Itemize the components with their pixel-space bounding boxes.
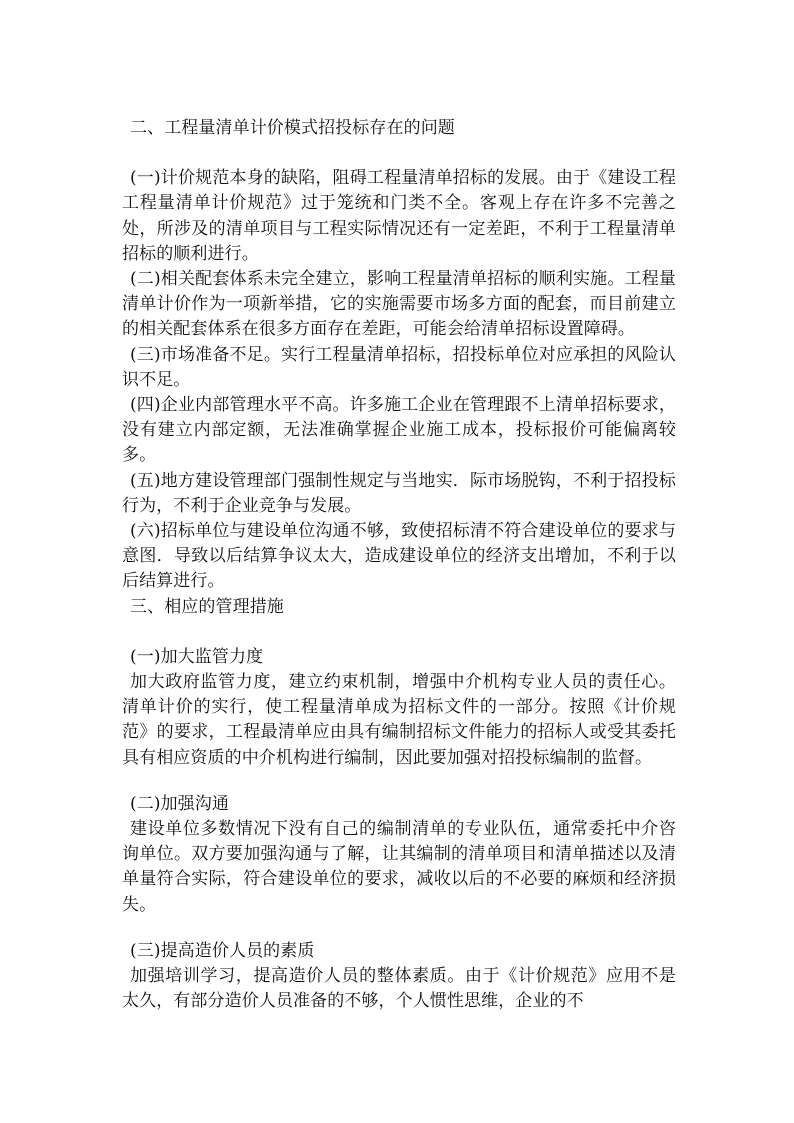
paragraph-problem-1: (一)计价规范本身的缺陷，阻碍工程量清单招标的发展。由于《建设工程工程量清单计价规范》过于笼统和门类不全。客观上存在许多不完善之处，所涉及的清单项目与工程实际情况还有一定差距，不利于工程量清单招标的顺利进行。 (122, 168, 676, 264)
spacer (122, 771, 676, 792)
paragraph-communication: 建设单位多数情况下没有自己的编制清单的专业队伍，通常委托中介咨询单位。双方要加强沟通与了解，让其编制的清单项目和清单描述以及清单量符合实际，符合建设单位的要求，减收以后的不必要的麻烦和经济损失。 (122, 819, 676, 915)
paragraph-problem-3: (三)市场准备不足。实行工程量清单招标，招投标单位对应承担的风险认识不足。 (122, 344, 676, 390)
spacer (122, 141, 676, 166)
subsection-title-supervision: (一)加大监管力度 (130, 646, 264, 667)
section-heading-problems: 二、工程量清单计价模式招投标存在的问题 (130, 118, 455, 138)
document-body (122, 116, 676, 1015)
subsection-title-communication: (二)加强沟通 (130, 793, 229, 814)
subsection-title-staff-quality: (三)提高造价人员的素质 (130, 940, 315, 961)
paragraph-problem-6: (六)招标单位与建设单位沟通不够，致使招标清不符合建设单位的要求与意图．导致以后结算争议太大，造成建设单位的经济支出增加，不利于以后结算进行。 (122, 521, 676, 592)
spacer (122, 620, 676, 645)
paragraph-problem-4: (四)企业内部管理水平不高。许多施工企业在管理跟不上清单招标要求，没有建立内部定额，无法准确掌握企业施工成本，投标报价可能偏离较多。 (122, 395, 676, 466)
paragraph-problem-5: (五)地方建设管理部门强制性规定与当地实．际市场脱钩，不利于招投标行为，不利于企业竞争与发展。 (122, 470, 676, 516)
section-heading-measures: 三、相应的管理措施 (130, 596, 284, 617)
paragraph-staff-quality: 加强培训学习，提高造价人员的整体素质。由于《计价规范》应用不是太久，有部分造价人员准备的不够，个人惯性思维，企业的不 (122, 966, 676, 1012)
paragraph-problem-2: (二)相关配套体系未完全建立，影响工程量清单招标的顺利实施。工程量清单计价作为一项新举措，它的实施需要市场多方面的配套，而目前建立的相关配套体系在很多方面存在差距，可能会给清单招标设置障碍。 (122, 269, 676, 340)
spacer (122, 918, 676, 939)
paragraph-supervision: 加大政府监管力度，建立约束机制，增强中介机构专业人员的责任心。清单计价的实行，使工程量清单成为招标文件的一部分。按照《计价规范》的要求，工程最清单应由具有编制招标文件能力的招标人或受其委托具有相应资质的中介机构进行编制，因此要加强对招投标编制的监督。 (122, 672, 676, 768)
